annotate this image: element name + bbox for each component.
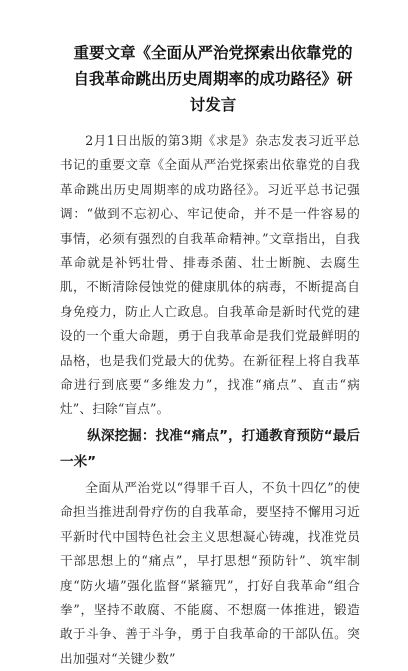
- section-paragraph: 全面从严治党以“得罪千百人，不负十四亿”的使命担当推进刮骨疗伤的自我革命，要坚持不懈用习近平新时代中国特色社会主义思想凝心铸魂，找准党员干部思想上的“痛点”，早打思想“预防针”、筑牢制度“防火墙”强化监督“紧箍咒”，打好自我革命“组合拳”，坚持不敢腐、不能腐、不想腐一体推进，锻造敢于斗争、善于斗争，勇于自我革命的干部队伍。突出加强对“关键少数”: [60, 479, 360, 666]
- document-title: 重要文章《全面从严治党探索出依靠党的自我革命跳出历史周期率的成功路径》研讨发言: [73, 44, 353, 114]
- section-heading: 纵深挖掘：找准“痛点”，打通教育预防“最后一米”: [60, 427, 360, 470]
- intro-paragraph: 2月1日出版的第3期《求是》杂志发表习近平总书记的重要文章《全面从严治党探索出依靠党的自我革命跳出历史周期率的成功路径》。习近平总书记强调：“做到不忘初心、牢记使命，并不是一件容易的事情，必须有强烈的自我革命精神。”文章指出，自我革命就是补钙壮骨、排毒杀菌、壮士断腕、去腐生肌，不断清除侵蚀党的健康肌体的病毒，不断提高自身免疫力，防止人亡政息。自我革命是新时代党的建设的一个重大命题，勇于自我革命是我们党最鲜明的品格，也是我们党最大的优势。在新征程上将自我革命进行到底要“多维发力”，找准“痛点”、直击“病灶”、扫除“盲点”。: [60, 133, 360, 417]
